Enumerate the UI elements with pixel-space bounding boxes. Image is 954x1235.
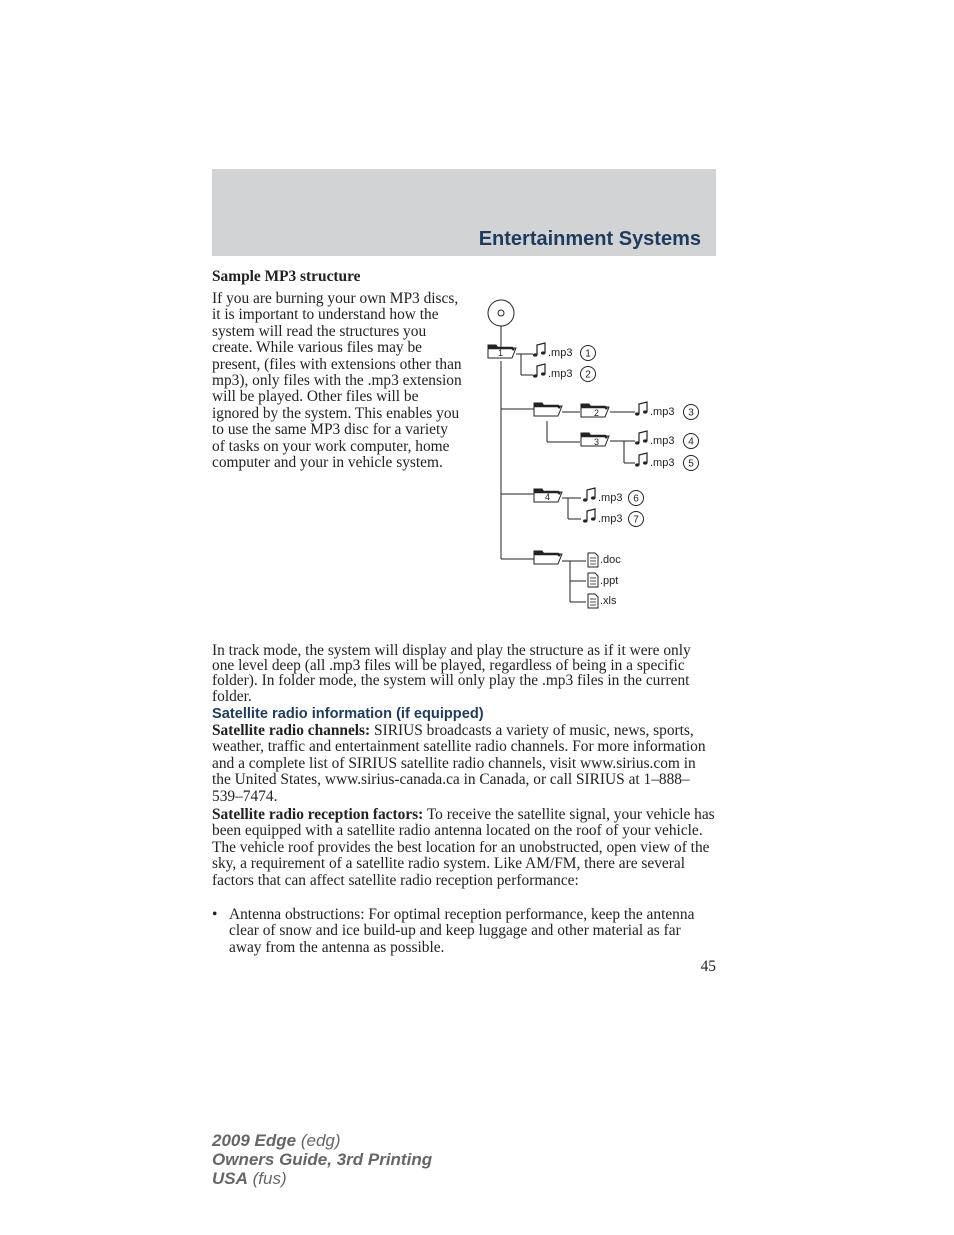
ppt-file (588, 573, 618, 587)
intro-paragraph: If you are burning your own MP3 discs, it is important to understand how the system will read the structures you create. While various files may be present, (files with extensions other than mp3), only files with the .mp3 extension will be played. Other files will be ignored by the system. This enables you to use the same MP3 disc for a variety of tasks on your work computer, home computer and your in vehicle system. (212, 290, 462, 472)
track-badge-2 (581, 367, 596, 382)
svg-text:1: 1 (498, 348, 504, 358)
svg-text:2: 2 (585, 369, 591, 381)
svg-text:.xls: .xls (600, 595, 617, 607)
reception-text: To receive the satellite signal, your vehicle has been equipped with a satellite radio antenna located on the roof of your vehicle. The vehicle roof provides the best location for an unobstructed, open view of the sky, a requirement of a satellite radio system. Like AM/FM, there are several factors that can affect satellite radio reception performance: (212, 806, 715, 889)
svg-text:4: 4 (545, 492, 551, 502)
svg-text:5: 5 (688, 458, 694, 470)
track-badge-3 (684, 405, 699, 420)
svg-text:2: 2 (594, 408, 600, 418)
section-title: Sample MP3 structure (212, 268, 361, 285)
cd-disc-icon (488, 300, 514, 326)
mp3-file-1 (533, 343, 572, 359)
svg-text:.mp3: .mp3 (598, 492, 623, 504)
track-badge-5 (684, 456, 699, 471)
svg-text:6: 6 (633, 493, 639, 505)
page-title: Entertainment Systems (478, 228, 701, 250)
svg-text:.mp3: .mp3 (650, 435, 675, 447)
channels-paragraph (212, 723, 716, 805)
track-badge-4 (684, 434, 699, 449)
svg-text:.mp3: .mp3 (650, 457, 675, 469)
folder-icon-top (534, 403, 562, 416)
mp3-file-3 (635, 402, 674, 418)
track-mode-paragraph: In track mode, the system will display and play the structure as if it were only one level deep (all .mp3 files will be played, regardless of being in a specific folder). In folder mode, the system will only play the .mp3 files in the current folder. (212, 642, 691, 705)
svg-text:.mp3: .mp3 (548, 347, 573, 359)
svg-text:.doc: .doc (600, 554, 621, 566)
page-number: 45 (700, 958, 716, 975)
svg-text:7: 7 (633, 514, 639, 526)
track-badge-6 (629, 491, 644, 506)
xls-file (588, 594, 617, 608)
svg-text:3: 3 (688, 407, 694, 419)
footer-market: USA (212, 1169, 248, 1188)
footer-market-code: (fus) (247, 1169, 287, 1188)
mp3-file-4 (635, 431, 674, 447)
footer (212, 1131, 432, 1188)
folder-icon-2 (581, 404, 609, 418)
header-band (212, 169, 716, 256)
reception-paragraph (212, 807, 716, 889)
footer-model: 2009 Edge (212, 1131, 297, 1150)
svg-text:.ppt: .ppt (600, 575, 619, 587)
bullet-dot: • (212, 906, 218, 923)
track-badge-1 (581, 346, 596, 361)
folder-icon-3 (581, 433, 609, 447)
folder-icon-1 (488, 345, 516, 358)
doc-file (588, 553, 621, 567)
folder-icon-4 (534, 489, 562, 502)
folder-icon-misc (534, 551, 562, 564)
mp3-structure-diagram (484, 297, 716, 617)
svg-text:.mp3: .mp3 (548, 368, 573, 380)
mp3-file-6 (583, 488, 622, 504)
mp3-file-7 (583, 509, 622, 525)
svg-text:3: 3 (594, 437, 600, 447)
reception-lead: Satellite radio reception factors: (212, 806, 424, 823)
channels-lead: Satellite radio channels: (212, 722, 371, 739)
track-badge-7 (629, 512, 644, 527)
bullet-text: Antenna obstructions: For optimal reception performance, keep the antenna clear of snow and ice build-up and keep luggage and other material as far away from the antenna as possible. (229, 906, 695, 956)
channels-text: SIRIUS broadcasts a variety of music, news, sports, weather, traffic and entertainment satellite radio channels. For more information and a complete list of SIRIUS satellite radio channels, visit www.sirius.com in the United States, www.sirius-canada.ca in Canada, or call SIRIUS at 1–888–539–7474. (212, 722, 706, 805)
svg-text:4: 4 (688, 436, 694, 448)
svg-text:.mp3: .mp3 (598, 513, 623, 525)
mp3-file-5 (635, 453, 674, 469)
mp3-file-2 (533, 364, 572, 380)
footer-guide: Owners Guide, 3rd Printing (212, 1150, 433, 1169)
svg-text:.mp3: .mp3 (650, 406, 675, 418)
svg-text:1: 1 (585, 348, 591, 360)
satellite-heading: Satellite radio information (if equipped) (212, 706, 484, 722)
footer-model-code: (edg) (296, 1131, 341, 1150)
